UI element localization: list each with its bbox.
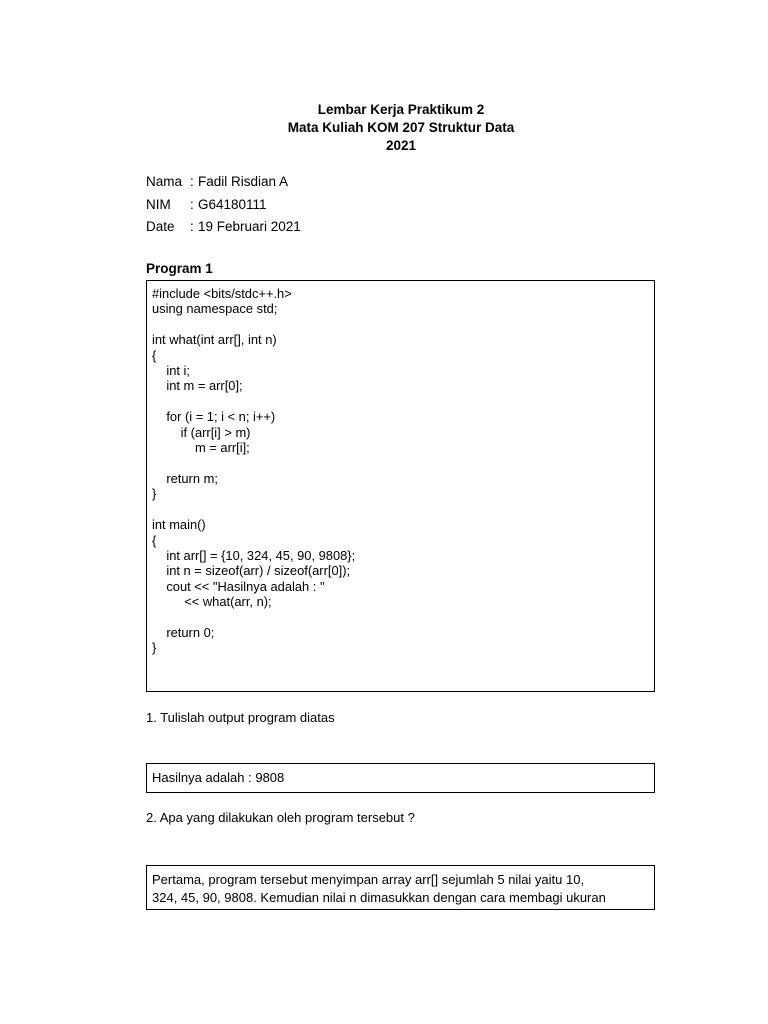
student-info (146, 173, 301, 241)
info-row-date (146, 218, 301, 241)
info-label: Date (146, 219, 175, 234)
answer-box-1 (146, 763, 655, 793)
answer-1-text: Hasilnya adalah : 9808 (152, 770, 285, 785)
title-line-1: Lembar Kerja Praktikum 2 (317, 102, 485, 117)
title-line-3: 2021 (385, 138, 417, 153)
question-2: 2. Apa yang dilakukan oleh program tersebut ? (146, 810, 415, 825)
info-separator: : (190, 219, 194, 234)
question-1: 1. Tulislah output program diatas (146, 710, 335, 725)
answer-box-2 (146, 865, 655, 910)
info-label: Nama (146, 174, 183, 189)
answer-2-line-1: Pertama, program tersebut menyimpan array arr[] sejumlah 5 nilai yaitu 10, (152, 872, 585, 887)
program-title: Program 1 (146, 261, 213, 276)
title-line-2: Mata Kuliah KOM 207 Struktur Data (287, 120, 515, 135)
code-box (146, 280, 655, 692)
answer-2-line-2: 324, 45, 90, 9808. Kemudian nilai n dimasukkan dengan cara membagi ukuran (152, 890, 606, 905)
info-separator: : (190, 196, 194, 212)
code-listing: #include <bits/stdc++.h> using namespace std; int what(int arr[], int n) { int i; int m = arr[0]; for (i = 1; i < n; i++) if (arr[i] > m) m = arr[i]; return m; } int main() { int arr[] = {10, 324, 45, 90, 9808}; int n = sizeof(arr) / sizeof(arr[0]); cout << "Hasilnya adalah : " << what(arr, n); return 0; } (152, 286, 356, 656)
info-row-nim (146, 196, 301, 219)
info-separator: : (190, 174, 194, 189)
info-label: NIM (146, 196, 171, 212)
info-value: Fadil Risdian A (198, 174, 289, 189)
info-value: G64180111 (198, 196, 267, 212)
info-value: 19 Februari 2021 (198, 219, 301, 234)
document-header (0, 101, 768, 155)
info-row-nama (146, 173, 301, 196)
